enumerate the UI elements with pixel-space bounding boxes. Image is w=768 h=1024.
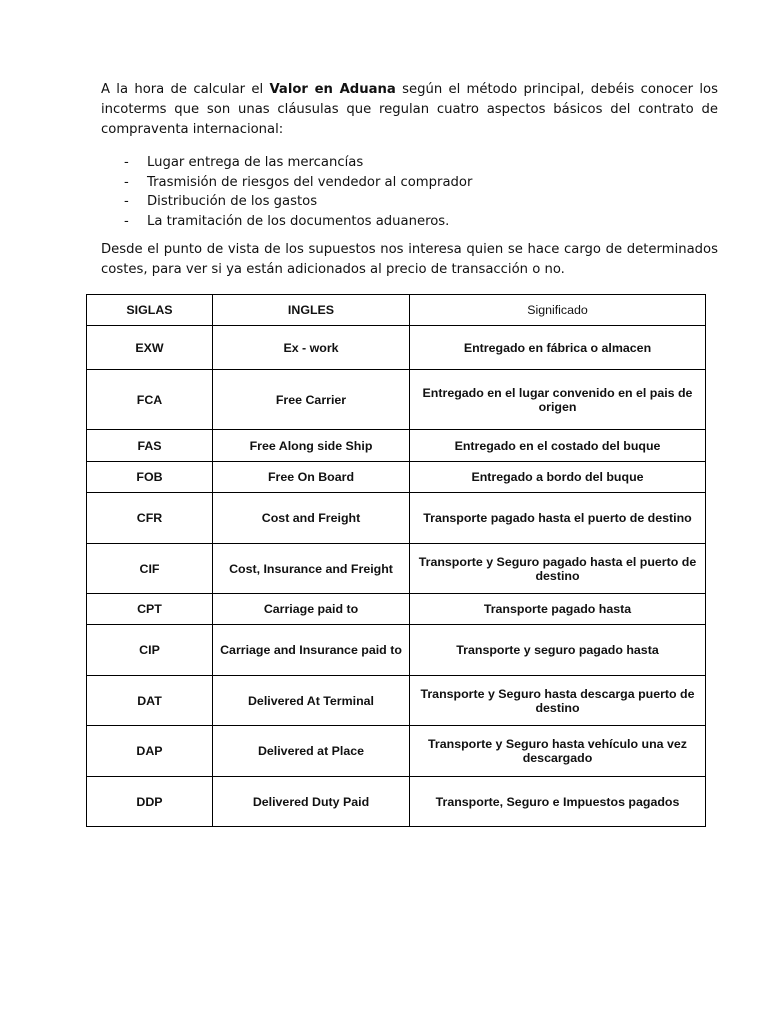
table-row bbox=[87, 594, 706, 625]
cell-sigla: FOB bbox=[87, 462, 213, 493]
cell-sigla: FAS bbox=[87, 430, 213, 462]
list-item-text: Distribución de los gastos bbox=[147, 194, 318, 209]
cell-significado: Transporte, Seguro e Impuestos pagados bbox=[410, 777, 706, 827]
list-item bbox=[101, 192, 472, 212]
cell-significado: Transporte y Seguro hasta descarga puerto de destino bbox=[410, 676, 706, 726]
table-row bbox=[87, 430, 706, 462]
table-row bbox=[87, 326, 706, 370]
cell-sigla: DAP bbox=[87, 726, 213, 777]
outro-paragraph: Desde el punto de vista de los supuestos nos interesa quien se hace cargo de determinados costes, para ver si ya están adicionados al precio de transacción o no. bbox=[101, 242, 718, 277]
cell-ingles: Free Carrier bbox=[213, 370, 410, 430]
cell-significado: Transporte y Seguro hasta vehículo una vez descargado bbox=[410, 726, 706, 777]
list-item bbox=[101, 212, 472, 232]
cell-ingles: Delivered At Terminal bbox=[213, 676, 410, 726]
bullet-dash: - bbox=[124, 174, 129, 190]
cell-sigla: FCA bbox=[87, 370, 213, 430]
list-item-text: La tramitación de los documentos aduaneros. bbox=[147, 213, 450, 229]
cell-significado: Entregado en el lugar convenido en el pais de origen bbox=[410, 370, 706, 430]
intro-text-after: según el método principal, debéis conocer los incoterms que son unas cláusulas que regulan cuatro aspectos básicos del contrato de compraventa internacional: bbox=[101, 82, 718, 137]
table-row bbox=[87, 676, 706, 726]
cell-ingles: Cost and Freight bbox=[213, 493, 410, 544]
cell-sigla: CPT bbox=[87, 594, 213, 625]
cell-ingles: Carriage and Insurance paid to bbox=[213, 625, 410, 676]
bullet-dash: - bbox=[124, 213, 129, 229]
cell-sigla: EXW bbox=[87, 326, 213, 370]
cell-ingles: Delivered Duty Paid bbox=[213, 777, 410, 827]
bullet-dash: - bbox=[124, 194, 129, 209]
cell-significado: Entregado en fábrica o almacen bbox=[410, 326, 706, 370]
intro-text-before: A la hora de calcular el bbox=[101, 82, 270, 97]
cell-ingles: Cost, Insurance and Freight bbox=[213, 544, 410, 594]
cell-ingles: Carriage paid to bbox=[213, 594, 410, 625]
list-item-text: Trasmisión de riesgos del vendedor al comprador bbox=[147, 174, 473, 190]
cell-sigla: CFR bbox=[87, 493, 213, 544]
cell-ingles: Delivered at Place bbox=[213, 726, 410, 777]
cell-significado: Entregado a bordo del buque bbox=[410, 462, 706, 493]
cell-sigla: CIF bbox=[87, 544, 213, 594]
table-row bbox=[87, 370, 706, 430]
cell-ingles: Ex - work bbox=[213, 326, 410, 370]
intro-paragraph bbox=[101, 80, 718, 140]
header-ingles: INGLES bbox=[213, 295, 410, 326]
cell-sigla: DAT bbox=[87, 676, 213, 726]
list-item bbox=[101, 173, 472, 193]
cell-significado: Entregado en el costado del buque bbox=[410, 430, 706, 462]
table-row bbox=[87, 493, 706, 544]
cell-ingles: Free On Board bbox=[213, 462, 410, 493]
bullet-dash: - bbox=[124, 155, 129, 170]
cell-sigla: DDP bbox=[87, 777, 213, 827]
header-significado: Significado bbox=[410, 295, 706, 326]
cell-significado: Transporte y Seguro pagado hasta el puerto de destino bbox=[410, 544, 706, 594]
list-item bbox=[101, 153, 472, 173]
table-row bbox=[87, 462, 706, 493]
table-row bbox=[87, 726, 706, 777]
valor-en-aduana-term: Valor en Aduana bbox=[269, 82, 396, 97]
table-row bbox=[87, 544, 706, 594]
cell-significado: Transporte y seguro pagado hasta bbox=[410, 625, 706, 676]
header-siglas: SIGLAS bbox=[87, 295, 213, 326]
cell-significado: Transporte pagado hasta el puerto de destino bbox=[410, 493, 706, 544]
incoterms-table bbox=[86, 294, 706, 827]
cell-sigla: CIP bbox=[87, 625, 213, 676]
list-item-text: Lugar entrega de las mercancías bbox=[147, 155, 364, 170]
table-header-row bbox=[87, 295, 706, 326]
cell-significado: Transporte pagado hasta bbox=[410, 594, 706, 625]
table-row bbox=[87, 625, 706, 676]
table-row bbox=[87, 777, 706, 827]
cell-ingles: Free Along side Ship bbox=[213, 430, 410, 462]
aspects-list bbox=[101, 153, 472, 231]
